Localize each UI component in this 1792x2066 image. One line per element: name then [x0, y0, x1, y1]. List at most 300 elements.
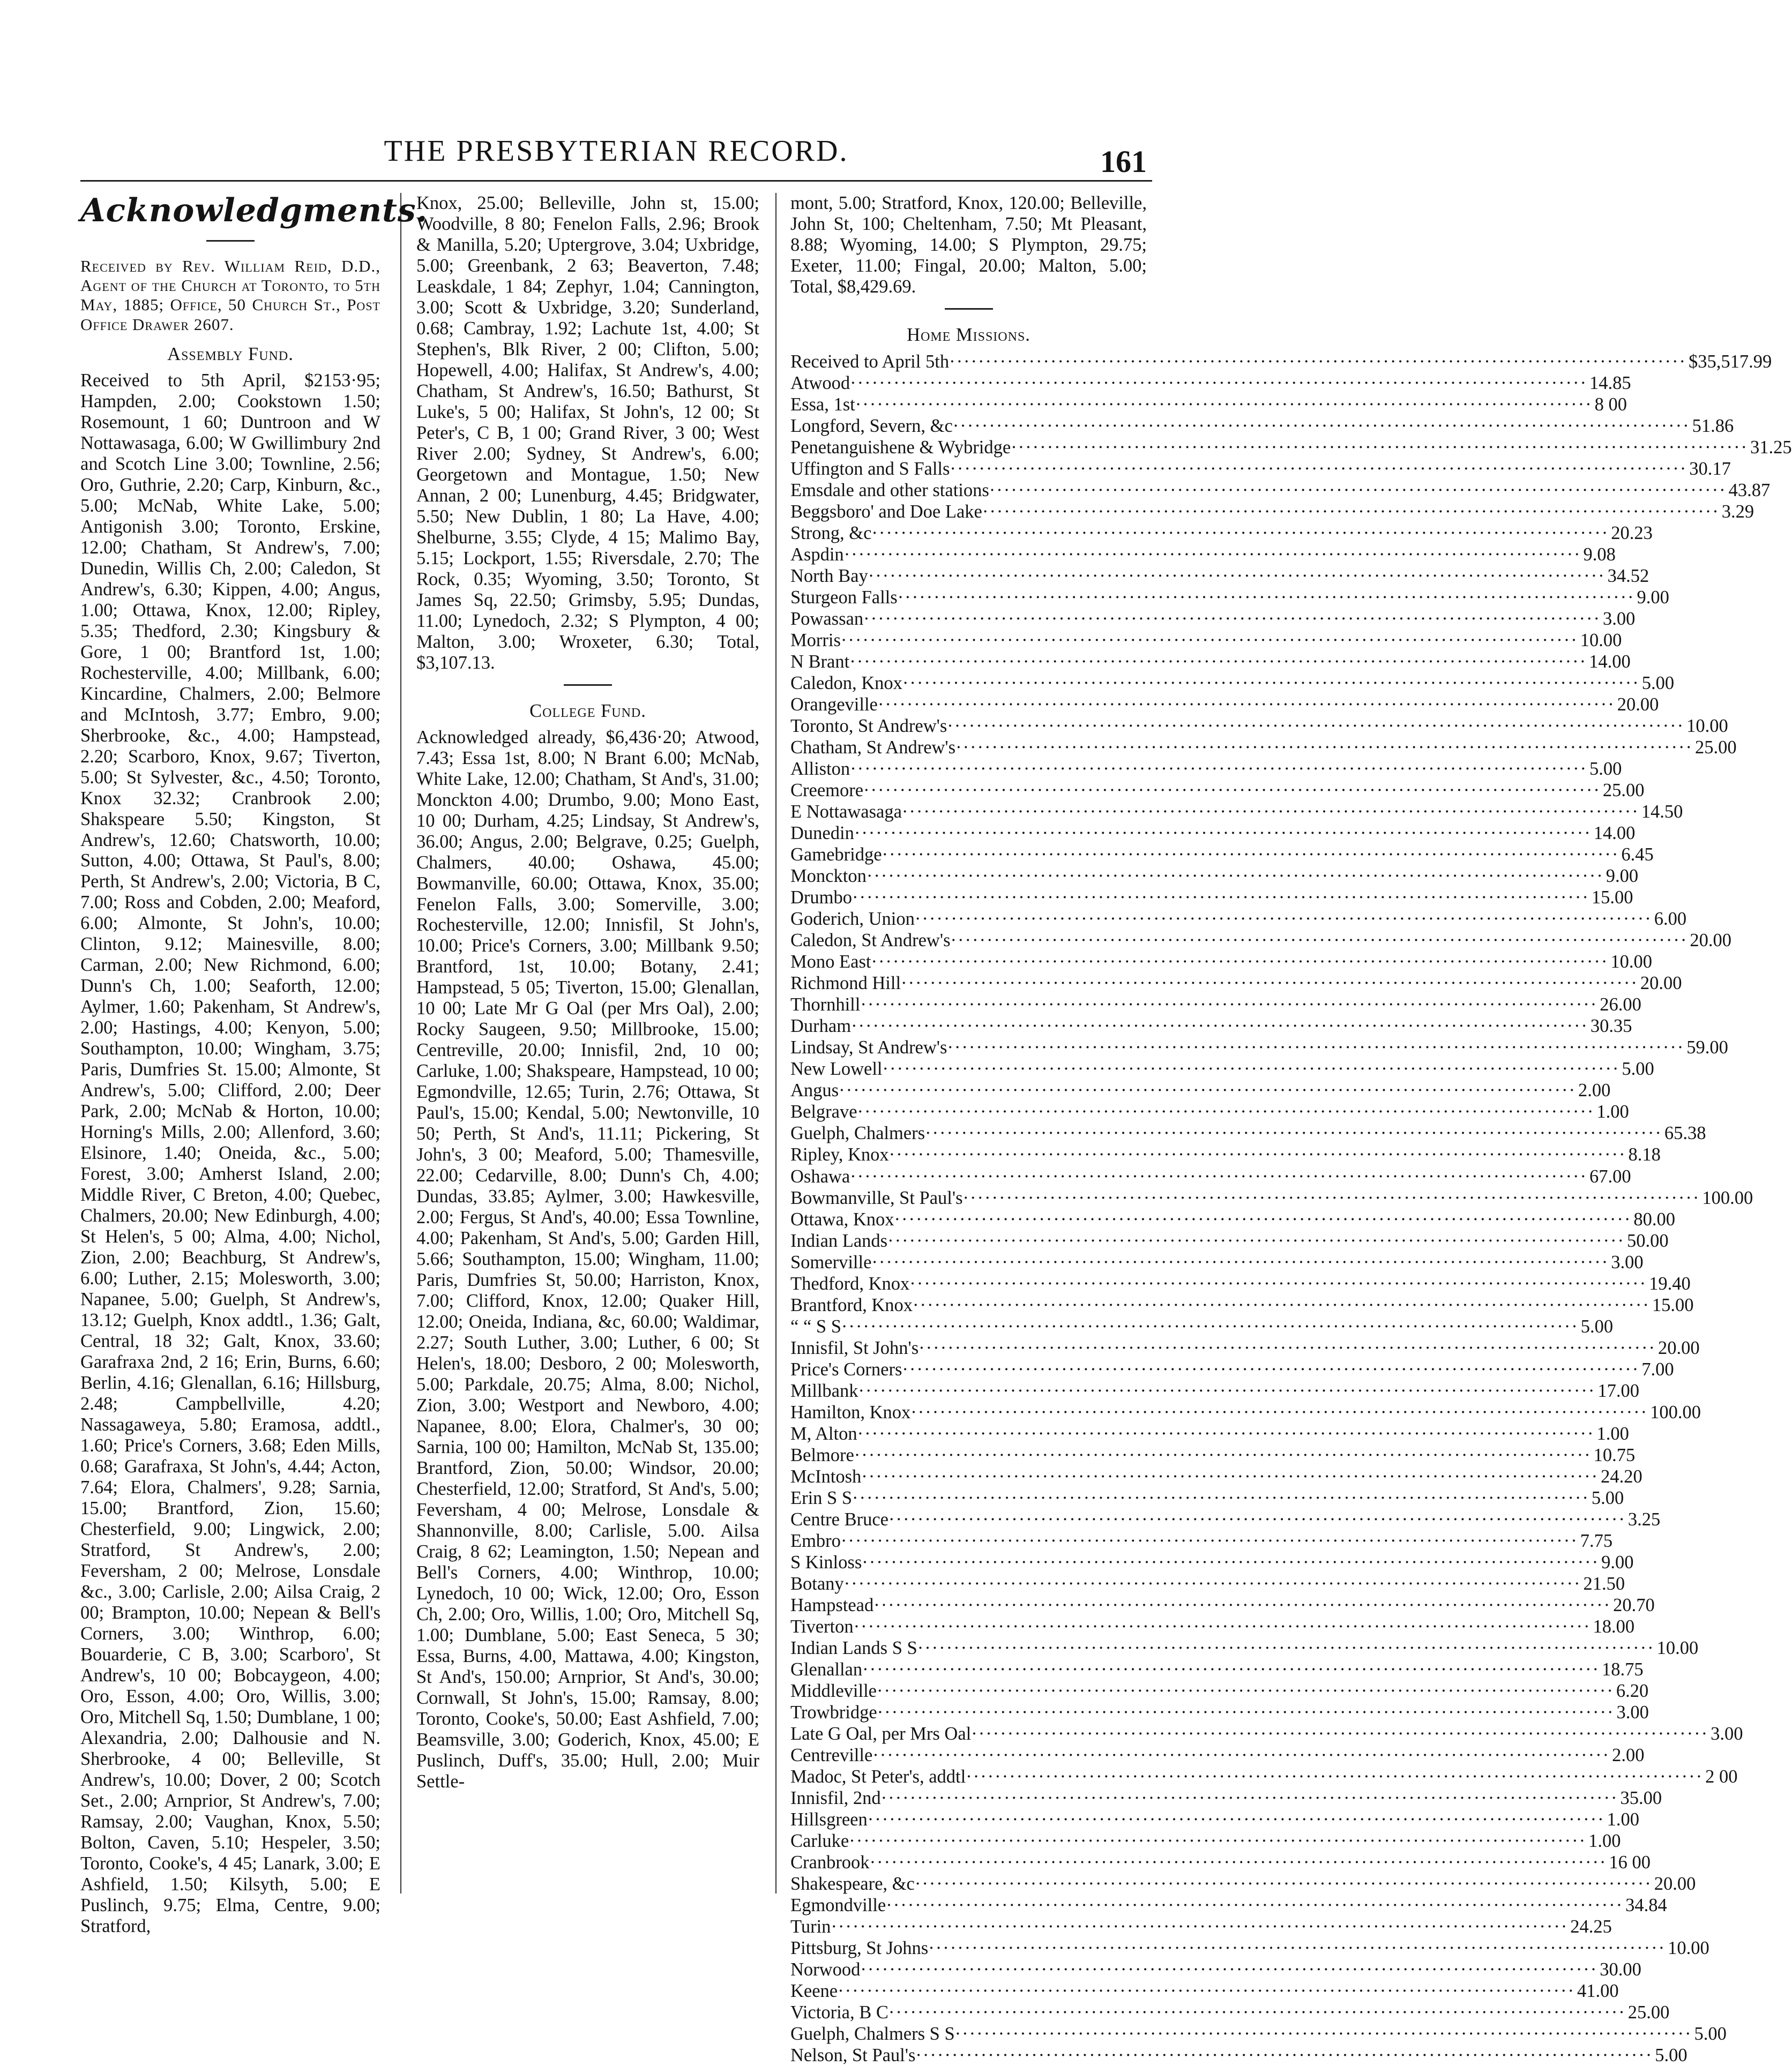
- dot-leader: [841, 1530, 1578, 1552]
- dot-leader: [878, 694, 1615, 715]
- dot-leader: [955, 737, 1693, 758]
- dot-leader: [913, 1294, 1650, 1316]
- list-item: [790, 480, 1771, 501]
- entry-name: Victoria, B C: [790, 2002, 888, 2023]
- list-item: [790, 694, 1659, 715]
- list-item: [790, 1573, 1625, 1595]
- list-item: [790, 1359, 1674, 1380]
- list-item: [790, 415, 1734, 437]
- entry-amount: 25.00: [1694, 737, 1737, 758]
- entry-amount: 100.00: [1650, 1402, 1701, 1423]
- list-item: [790, 630, 1622, 651]
- list-item: [790, 651, 1631, 672]
- entry-name: Drumbo: [790, 887, 852, 908]
- college-fund-heading: College Fund.: [529, 700, 646, 721]
- entry-name: Pittsburg, St Johns: [790, 1938, 929, 1959]
- entry-amount: 1.00: [1588, 1830, 1621, 1851]
- dot-leader: [867, 865, 1604, 887]
- entry-name: “ “ S S: [790, 1316, 841, 1337]
- list-item: [790, 1745, 1645, 1766]
- entry-name: Glenallan: [790, 1659, 863, 1680]
- entry-amount: 14.00: [1589, 652, 1631, 672]
- entry-name: Nelson, St Paul's: [790, 2045, 916, 2066]
- entry-amount: 25.00: [1602, 780, 1645, 801]
- column-middle: [416, 193, 759, 1899]
- list-item: [790, 715, 1728, 737]
- dot-leader: [881, 1787, 1618, 1809]
- entry-name: Essa, 1st: [790, 394, 855, 415]
- dot-leader: [883, 1058, 1620, 1080]
- list-item: [790, 1766, 1738, 1787]
- entry-name: Centreville: [790, 1745, 873, 1765]
- list-item: [790, 1444, 1636, 1466]
- dot-leader: [844, 1573, 1581, 1595]
- entry-name: Late G Oal, per Mrs Oal: [790, 1723, 972, 1744]
- entry-amount: 34.52: [1607, 566, 1649, 587]
- entry-name: New Lowell: [790, 1059, 883, 1080]
- dot-leader: [844, 544, 1581, 565]
- entry-amount: 10.00: [1580, 630, 1622, 651]
- dot-leader: [925, 1122, 1662, 1144]
- dot-leader: [850, 372, 1587, 394]
- entry-amount: 9.08: [1583, 544, 1616, 565]
- list-item: [790, 887, 1633, 908]
- dot-leader: [861, 1466, 1599, 1487]
- list-item: [790, 1294, 1694, 1316]
- entry-name: Bowmanville, St Paul's: [790, 1187, 963, 1208]
- entry-amount: 51.86: [1692, 415, 1734, 436]
- list-item: [790, 822, 1636, 844]
- entry-name: Egmondville: [790, 1895, 886, 1916]
- dot-leader: [850, 758, 1587, 780]
- entry-name: Penetanguishene & Wybridge: [790, 437, 1011, 458]
- list-item: [790, 1959, 1641, 1980]
- list-item: [790, 1980, 1619, 2002]
- entry-amount: 3.25: [1627, 1509, 1661, 1530]
- entry-amount: 2 00: [1705, 1766, 1738, 1787]
- home-missions-list: [790, 351, 1792, 2066]
- list-item: [790, 1166, 1631, 1187]
- dot-leader: [862, 1659, 1600, 1680]
- header-rule: [80, 180, 1152, 182]
- entry-name: Belmore: [790, 1444, 854, 1465]
- entry-amount: $35,517.99: [1688, 351, 1772, 372]
- dot-leader: [951, 930, 1688, 951]
- entry-amount: 5.00: [1694, 2024, 1727, 2045]
- list-item: [790, 1787, 1662, 1809]
- entry-name: Dunedin: [790, 823, 854, 844]
- entry-amount: 10.00: [1668, 1938, 1709, 1959]
- entry-amount: 3.00: [1616, 1702, 1649, 1723]
- dot-leader: [873, 1595, 1611, 1616]
- entry-name: Monckton: [790, 866, 867, 887]
- list-item: [790, 1637, 1699, 1659]
- entry-name: Powassan: [790, 609, 864, 630]
- entry-name: Received to April 5th: [790, 351, 950, 372]
- entry-name: Aspdin: [790, 544, 844, 565]
- list-item: [790, 758, 1622, 780]
- column-divider: [400, 193, 401, 1893]
- dot-leader: [857, 1423, 1595, 1444]
- entry-amount: 26.00: [1600, 994, 1641, 1015]
- entry-amount: 10.75: [1593, 1444, 1636, 1465]
- entry-amount: 14.50: [1641, 802, 1683, 822]
- dot-leader: [858, 1380, 1596, 1402]
- list-item: [790, 1423, 1629, 1444]
- dot-leader: [857, 1101, 1595, 1122]
- list-item: [790, 1809, 1639, 1830]
- entry-amount: 6.00: [1654, 909, 1687, 930]
- list-item: [790, 437, 1792, 458]
- entry-amount: 100.00: [1702, 1187, 1753, 1208]
- page-number: 161: [1100, 144, 1147, 179]
- list-item: [790, 1402, 1701, 1423]
- list-item: [790, 522, 1653, 544]
- entry-amount: 20.00: [1617, 694, 1659, 715]
- entry-amount: 24.20: [1601, 1466, 1642, 1487]
- entry-amount: 30.00: [1600, 1959, 1641, 1980]
- entry-amount: 80.00: [1633, 1209, 1676, 1230]
- entry-amount: 30.35: [1590, 1016, 1632, 1037]
- list-item: [790, 801, 1683, 822]
- entry-amount: 17.00: [1597, 1380, 1639, 1401]
- dot-leader: [898, 587, 1635, 608]
- list-item: [790, 1487, 1624, 1509]
- entry-amount: 5.00: [1580, 1316, 1614, 1337]
- entry-name: Hamilton, Knox: [790, 1402, 911, 1423]
- dot-leader: [868, 565, 1606, 587]
- dot-leader: [886, 1895, 1623, 1916]
- entry-name: Carluke: [790, 1830, 849, 1851]
- dot-leader: [910, 1402, 1648, 1423]
- entry-amount: 5.00: [1622, 1059, 1654, 1080]
- list-item: [790, 780, 1645, 801]
- dot-leader: [902, 801, 1639, 822]
- entry-amount: 7.75: [1580, 1530, 1613, 1551]
- entry-amount: 15.00: [1591, 887, 1633, 908]
- entry-amount: 5.00: [1655, 2045, 1688, 2066]
- column-right: [790, 193, 1792, 2066]
- dot-leader: [915, 2045, 1653, 2066]
- entry-name: Somerville: [790, 1252, 872, 1272]
- dot-leader: [870, 1852, 1607, 1873]
- list-item: [790, 1015, 1632, 1037]
- entry-name: Ottawa, Knox: [790, 1209, 894, 1230]
- list-item: [790, 1873, 1696, 1895]
- entry-amount: 19.40: [1649, 1273, 1691, 1294]
- section-title: Acknowledgments.: [80, 192, 428, 229]
- entry-name: Guelph, Chalmers: [790, 1123, 925, 1144]
- list-item: [790, 1058, 1654, 1080]
- entry-name: Turin: [790, 1917, 831, 1937]
- entry-amount: 9.00: [1606, 866, 1639, 887]
- agent-notice: Received by Rev. William Reid, D.D., Agent of the Church at Toronto, to 5th May, 1885; Office, 50 Church St., Post Office Drawer 2607.: [80, 256, 380, 334]
- entry-amount: 9.00: [1637, 587, 1669, 608]
- entry-name: Indian Lands S S: [790, 1637, 917, 1658]
- entry-name: Lindsay, St Andrew's: [790, 1037, 947, 1058]
- entry-name: Richmond Hill: [790, 973, 901, 994]
- entry-name: McIntosh: [790, 1466, 862, 1487]
- entry-amount: 10.00: [1656, 1637, 1699, 1658]
- dot-leader: [971, 1723, 1708, 1745]
- dot-leader: [854, 1616, 1591, 1637]
- entry-amount: 35.00: [1620, 1787, 1662, 1808]
- entry-amount: 14.85: [1589, 372, 1631, 393]
- entry-amount: 9.00: [1601, 1552, 1634, 1573]
- list-item: [790, 1552, 1634, 1573]
- list-item: [790, 865, 1639, 887]
- list-item: [790, 994, 1641, 1015]
- list-item: [790, 1209, 1676, 1230]
- list-item: [790, 908, 1687, 930]
- dot-leader: [862, 1552, 1599, 1573]
- dot-leader: [915, 908, 1652, 930]
- dot-leader: [871, 1252, 1609, 1273]
- list-item: [790, 394, 1627, 415]
- entry-amount: 3.00: [1602, 609, 1636, 630]
- entry-name: Trowbridge: [790, 1702, 877, 1723]
- entry-amount: 50.00: [1626, 1230, 1669, 1251]
- entry-amount: 10.00: [1686, 716, 1728, 737]
- list-item: [790, 2002, 1670, 2023]
- list-item: [790, 1080, 1611, 1101]
- entry-amount: 20.23: [1611, 523, 1653, 544]
- entry-name: Durham: [790, 1016, 852, 1037]
- entry-amount: 5.00: [1589, 759, 1622, 780]
- dot-leader: [894, 1209, 1632, 1230]
- entry-name: Beggsboro' and Doe Lake: [790, 501, 982, 522]
- entry-amount: 20.00: [1657, 1337, 1700, 1358]
- dot-leader: [915, 1873, 1652, 1895]
- dot-leader: [841, 1316, 1579, 1337]
- list-item: [790, 587, 1669, 608]
- entry-name: Chatham, St Andrew's: [790, 737, 956, 758]
- running-title: THE PRESBYTERIAN RECORD.: [384, 134, 849, 168]
- entry-name: Belgrave: [790, 1102, 857, 1122]
- entry-name: Angus: [790, 1080, 839, 1101]
- entry-amount: 15.00: [1652, 1294, 1694, 1315]
- list-item: [790, 608, 1636, 630]
- home-missions-heading: Home Missions.: [907, 324, 1031, 345]
- list-item: [790, 930, 1731, 951]
- list-item: [790, 951, 1652, 972]
- dot-leader: [950, 458, 1687, 480]
- dot-leader: [855, 394, 1593, 415]
- list-item: [790, 1702, 1649, 1723]
- entry-name: Sturgeon Falls: [790, 587, 898, 608]
- entry-name: Mono East: [790, 952, 871, 972]
- list-item: [790, 1316, 1614, 1337]
- entry-amount: 31.25: [1750, 437, 1792, 458]
- entry-name: Strong, &c: [790, 523, 872, 544]
- entry-name: Centre Bruce: [790, 1509, 888, 1530]
- section-rule: [564, 684, 612, 686]
- list-item: [790, 1723, 1743, 1745]
- entry-name: Innisfil, 2nd: [790, 1787, 881, 1808]
- entry-amount: 10.00: [1610, 952, 1652, 972]
- list-item: [790, 1509, 1661, 1530]
- dot-leader: [902, 672, 1640, 694]
- entry-amount: 2.00: [1612, 1745, 1645, 1765]
- college-fund-text: Acknowledged already, $6,436·20; Atwood, 7.43; Essa 1st, 8.00; N Brant 6.00; McNab, White Lake, 12.00; Chatham, St And's, 31.00; Monckton 4.00; Drumbo, 9.00; Mono East, 10 00; Durham, 4.25; Lindsay, St Andrew's, 36.00; Angus, 2.00; Belgrave, 0.25; Guelph, Chalmers, 40.00; Oshawa, 45.00; Bowmanville, 60.00; Ottawa, Knox, 35.00; Fenelon Falls, 3.00; Somerville, 3.00; Rochesterville, 12.00; Innisfil, St John's, 10.00; Price's Corners, 3.00; Millbank 9.50; Brantford, 1st, 10.00; Botany, 2.41; Hampstead, 5 05; Tiverton, 15.00; Glenallan, 10 00; Late Mr G Oal (per Mrs Oal), 2.00; Rocky Saugeen, 9.50; Millbrooke, 15.00; Centreville, 20.00; Innisfil, 2nd, 10 00; Carluke, 1.00; Shakspeare, Hampstead, 10 00; Egmondville, 12.65; Turin, 2.76; Ottawa, St Paul's, 15.00; Kendal, 5.00; Newtonville, 10 50; Perth, St And's, 11.11; Pickering, St John's, 3 00; Meaford, 5.00; Thamesville, 22.00; Cedarville, 8.00; Dunn's Ch, 4.00; Dundas, 33.85; Aylmer, 3.00; Hawkesville, 2.00; Fergus, St And's, 40.00; Essa Townline, 4.00; Pakenham, St And's, 5.00; Garden Hill, 5.66; Southampton, 15.00; Wingham, 11.00; Paris, Dumfries St, 50.00; Harriston, Knox, 7.00; Clifford, Knox, 12.00; Quaker Hill, 12.00; Oneida, Indiana, &c, 60.00; Waldimar, 2.27; South Luther, 3.00; Luther, 6 00; St Helen's, 18.00; Desboro, 2 00; Molesworth, 5.00; Parkdale, 20.75; Alma, 8.00; Nichol, Zion, 3.00; Westport and Newboro, 4.00; Napanee, 8.00; Elora, Chalmer's, 30 00; Sarnia, 100 00; Hamilton, McNab St, 135.00; Brantford, Zion, 50.00; Windsor, 20.00; Chesterfield, 12.00; Stratford, St And's, 5.00; Feversham, 4 00; Melrose, Lonsdale & Shannonville, 8.00; Carlisle, 5.00. Ailsa Craig, 8 62; Leamington, 1.50; Nepean and Bell's Corners, 4.00; Winthrop, 10.00; Lynedoch, 10 00; Wick, 12.00; Oro, Esson Ch, 2.00; Oro, Willis, 1.00; Oro, Mitchell Sq, 1.00; Dumblane, 5.00; East Seneca, 5 30; Essa, Burns, 4.00, Mattawa, 4.00; Kingston, St And's, 150.00; Arnprior, St And's, 30.00; Cornwall, St John's, 15.00; Ramsay, 8.00; Toronto, Cooke's, 50.00; East Ashfield, 7.00; Beamsville, 3.00; Goderich, Knox, 45.00; E Puslinch, Duff's, 35.00; Hull, 2.00; Muir Settle-: [416, 727, 759, 1792]
- dot-leader: [953, 415, 1690, 437]
- list-item: [790, 1273, 1691, 1294]
- dot-leader: [849, 1830, 1586, 1852]
- entry-name: Uffington and S Falls: [790, 458, 950, 479]
- list-item: [790, 672, 1675, 694]
- dot-leader: [871, 522, 1609, 544]
- dot-leader: [901, 972, 1638, 994]
- entry-name: Emsdale and other stations: [790, 480, 989, 500]
- dot-leader: [917, 1637, 1655, 1659]
- entry-amount: 25.00: [1627, 2002, 1670, 2023]
- entry-name: Oshawa: [790, 1166, 850, 1187]
- entry-amount: 8 00: [1594, 394, 1627, 415]
- entry-name: Orangeville: [790, 694, 878, 715]
- list-item: [790, 737, 1737, 758]
- list-item: [790, 1616, 1635, 1637]
- dot-leader: [889, 1144, 1626, 1165]
- entry-name: Gamebridge: [790, 844, 882, 865]
- college-fund-continued: mont, 5.00; Stratford, Knox, 120.00; Belleville, John St, 100; Cheltenham, 7.50; Mt Pleasant, 8.88; Wyoming, 14.00; S Plympton, 29.75; Exeter, 11.00; Fingal, 20.00; Malton, 5.00; Total, $8,429.69.: [790, 193, 1147, 297]
- list-item: [790, 2023, 1727, 2045]
- dot-leader: [877, 1702, 1615, 1723]
- entry-name: Innisfil, St John's: [790, 1337, 919, 1358]
- entry-name: Longford, Severn, &c: [790, 415, 953, 436]
- entry-name: Middleville: [790, 1680, 877, 1701]
- dot-leader: [852, 1487, 1589, 1509]
- dot-leader: [888, 2002, 1626, 2023]
- entry-amount: 14.00: [1593, 823, 1636, 844]
- entry-amount: 1.00: [1596, 1102, 1629, 1122]
- entry-amount: 20.00: [1654, 1874, 1696, 1895]
- entry-name: Brantford, Knox: [790, 1294, 913, 1315]
- dot-leader: [887, 1230, 1625, 1252]
- entry-name: North Bay: [790, 566, 868, 587]
- entry-amount: 8.18: [1628, 1144, 1661, 1165]
- list-item: [790, 351, 1772, 372]
- entry-amount: 5.00: [1591, 1487, 1624, 1508]
- assembly-fund-heading: Assembly Fund.: [167, 343, 294, 364]
- dot-leader: [955, 2023, 1692, 2045]
- list-item: [790, 1895, 1667, 1916]
- section-rule: [945, 308, 993, 310]
- dot-leader: [839, 1080, 1576, 1101]
- list-item: [790, 1380, 1639, 1402]
- dot-leader: [982, 501, 1720, 522]
- entry-name: Creemore: [790, 780, 864, 801]
- dot-leader: [888, 1509, 1626, 1530]
- entry-name: Embro: [790, 1530, 841, 1551]
- column-divider: [775, 193, 776, 1893]
- entry-name: Hampstead: [790, 1595, 874, 1615]
- entry-amount: 41.00: [1577, 1981, 1619, 2002]
- entry-name: Norwood: [790, 1959, 861, 1980]
- entry-amount: 3.00: [1611, 1252, 1644, 1272]
- dot-leader: [947, 1037, 1684, 1058]
- dot-leader: [966, 1766, 1703, 1787]
- dot-leader: [949, 351, 1686, 372]
- dot-leader: [863, 608, 1601, 630]
- entry-name: Ripley, Knox: [790, 1144, 889, 1165]
- dot-leader: [1011, 437, 1748, 458]
- entry-amount: 65.38: [1664, 1123, 1706, 1144]
- dot-leader: [871, 951, 1608, 972]
- entry-amount: 20.00: [1640, 973, 1682, 994]
- assembly-fund-text: Received to 5th April, $2153·95; Hampden, 2.00; Cookstown 1.50; Rosemount, 1 60; Duntroon and W Nottawasaga, 6.00; W Gwillimbury 2nd and Scotch Line 3.00; Townline, 2.56; Oro, Guthrie, 2.20; Carp, Kinburn, &c., 5.00; McNab, White Lake, 5.00; Antigonish 3.00; Toronto, Erskine, 12.00; Chatham, St Andrew's, 7.00; Dunedin, Willis Ch, 2.00; Caledon, St Andrew's, 6.30; Kippen, 4.00; Angus, 1.00; Ottawa, Knox, 12.00; Ripley, 5.35; Thedford, 2.30; Kingsbury & Gore, 1 00; Brantford 1st, 1.00; Rochesterville, 4.00; Millbank, 6.00; Kincardine, Chalmers, 2.00; Belmore and McIntosh, 3.77; Embro, 9.00; Sherbrooke, &c., 4.00; Hampstead, 2.20; Scarboro, Knox, 9.67; Tiverton, 5.00; St Sylvester, &c., 4.50; Toronto, Knox 32.32; Cranbrook 2.00; Shakspeare 5.50; Kingston, St Andrew's, 12.60; Chatsworth, 10.00; Sutton, 4.00; Ottawa, St Paul's, 8.00; Perth, St Andrew's, 2.00; Victoria, B C, 7.00; Ross and Cobden, 2.00; Meaford, 6.00; Almonte, St John's, 10.00; Clinton, 9.12; Mainesville, 8.00; Carman, 2.00; New Richmond, 6.00; Dunn's Ch, 1.00; Seaforth, 12.00; Aylmer, 1.60; Pakenham, St Andrew's, 2.00; Hastings, 4.00; Kenyon, 5.00; Southampton, 10.00; Wingham, 3.75; Paris, Dumfries St. 15.00; Almonte, St Andrew's, 5.00; Clifford, 2.00; Deer Park, 2.00; McNab & Horton, 10.00; Horning's Mills, 2.00; Allenford, 3.60; Elsinore, 1.40; Oneida, &c., 5.00; Forest, 3.00; Amherst Island, 2.00; Middle River, C Breton, 4.00; Quebec, Chalmers, 20.00; New Edinburgh, 4.00; St Helen's, 5 00; Alma, 4.00; Nichol, Zion, 2.00; Beachburg, St Andrew's, 6.00; Luther, 2.15; Molesworth, 3.00; Napanee, 5.00; Guelph, St Andrew's, 13.12; Guelph, Knox addtl., 1.36; Galt, Central, 18 32; Galt, Knox, 33.60; Garafraxa 2nd, 2 16; Erin, Burns, 6.60; Berlin, 4.16; Glenallan, 6.16; Hillsburg, 2.48; Campbellville, 4.20; Nassagaweya, 5.80; Eramosa, addtl., 1.60; Price's Corners, 3.68; Eden Mills, 0.68; Garafraxa, St John's, 4.44; Acton, 7.64; Elora, Chalmers', 9.28; Sarnia, 15.00; Brantford, Zion, 15.60; Chesterfield, 9.00; Lingwick, 2.00; Stratford, St Andrew's, 2.00; Feversham, 2 00; Melrose, Lonsdale &c., 3.00; Carlisle, 2.00; Ailsa Craig, 2 00; Brampton, 10.00; Nepean & Bell's Corners, 3.00; Winthrop, 6.00; Bouarderie, C B, 3.00; Scarboro', St Andrew's, 10 00; Bobcaygeon, 4.00; Oro, Esson, 4.00; Oro, Willis, 3.00; Oro, Mitchell Sq, 1.50; Dumblane, 1 00; Alexandria, 2.00; Dalhousie and N. Sherbrooke, 4 00; Belleville, St Andrew's, 10.00; Dover, 2 00; Scotch Set., 2.00; Arnprior, St Andrew's, 7.00; Ramsay, 2.00; Vaughan, Knox, 5.50; Bolton, Caven, 5.10; Hespeler, 3.50; Toronto, Cooke's, 4 45; Lanark, 3.00; E Ashfield, 1.50; Kilsyth, 5.00; E Puslinch, 9.75; Elma, Centre, 9.00; Stratford,: [80, 370, 380, 1936]
- entry-amount: 16 00: [1609, 1852, 1651, 1873]
- list-item: [790, 1037, 1728, 1058]
- entry-amount: 1.00: [1596, 1423, 1629, 1444]
- entry-amount: 20.00: [1690, 930, 1731, 951]
- entry-amount: 59.00: [1686, 1037, 1728, 1058]
- list-item: [790, 372, 1631, 394]
- dot-leader: [831, 1916, 1568, 1937]
- list-item: [790, 1916, 1612, 1937]
- entry-amount: 67.00: [1589, 1166, 1631, 1187]
- entry-name: S Kinloss: [790, 1552, 862, 1573]
- list-item: [790, 844, 1654, 865]
- dot-leader: [851, 1015, 1588, 1037]
- list-item: [790, 1659, 1644, 1680]
- entry-name: Indian Lands: [790, 1230, 888, 1251]
- list-item: [790, 1595, 1655, 1616]
- entry-name: Millbank: [790, 1380, 858, 1401]
- entry-name: Cranbrook: [790, 1852, 870, 1873]
- entry-name: M, Alton: [790, 1423, 857, 1444]
- entry-name: Atwood: [790, 372, 850, 393]
- dot-leader: [854, 822, 1592, 844]
- page-header: [80, 134, 1152, 182]
- dot-leader: [868, 1809, 1605, 1830]
- entry-name: Thedford, Knox: [790, 1273, 910, 1294]
- entry-amount: 24.25: [1570, 1917, 1612, 1937]
- dot-leader: [928, 1937, 1666, 1959]
- dot-leader: [877, 1680, 1614, 1702]
- dot-leader: [909, 1273, 1647, 1294]
- entry-amount: 6.45: [1621, 844, 1654, 865]
- dot-leader: [947, 715, 1684, 737]
- entry-name: Toronto, St Andrew's: [790, 716, 947, 737]
- entry-name: Price's Corners: [790, 1359, 902, 1380]
- list-item: [790, 544, 1616, 565]
- dot-leader: [849, 651, 1587, 672]
- dot-leader: [860, 994, 1597, 1015]
- entry-name: N Brant: [790, 652, 850, 672]
- entry-name: Tiverton: [790, 1616, 854, 1637]
- list-item: [790, 501, 1754, 522]
- entry-amount: 2.00: [1578, 1080, 1611, 1101]
- list-item: [790, 1466, 1642, 1487]
- entry-name: Alliston: [790, 759, 850, 780]
- title-rule: [206, 240, 255, 242]
- entry-amount: 43.87: [1728, 480, 1771, 500]
- list-item: [790, 1144, 1661, 1165]
- dot-leader: [989, 480, 1727, 501]
- column-left: [80, 192, 428, 1936]
- dot-leader: [854, 1444, 1592, 1466]
- list-item: [790, 458, 1731, 480]
- entry-amount: 34.84: [1625, 1895, 1667, 1916]
- entry-name: Keene: [790, 1981, 838, 2002]
- entry-amount: 1.00: [1607, 1809, 1639, 1830]
- dot-leader: [919, 1337, 1656, 1359]
- list-item: [790, 1252, 1644, 1273]
- dot-leader: [872, 1745, 1610, 1766]
- dot-leader: [902, 1359, 1639, 1380]
- entry-name: Erin S S: [790, 1487, 853, 1508]
- entry-amount: 20.70: [1613, 1595, 1655, 1615]
